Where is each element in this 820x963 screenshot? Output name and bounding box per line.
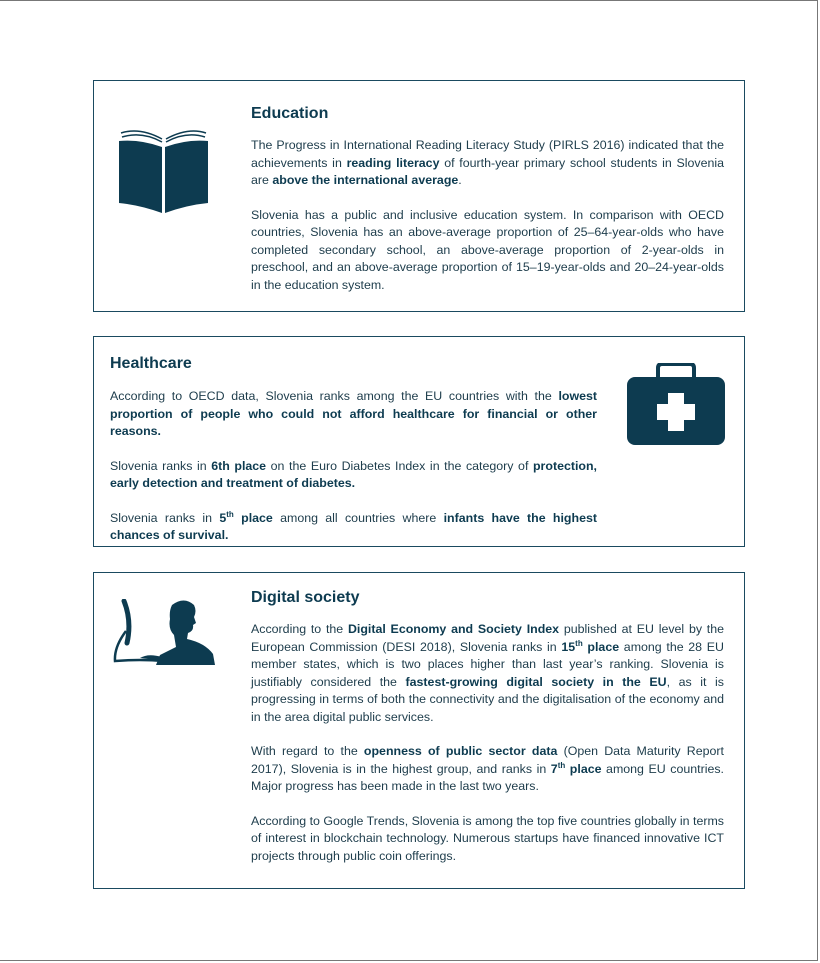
digital-paragraph-3: According to Google Trends, Slovenia is among the top five countries globally in terms of interest in blockchain technology. Numerous startups have financed innovative ICT projects through public coin offerings. <box>251 813 724 863</box>
digital-society-box <box>93 572 745 889</box>
education-paragraph-2: Slovenia has a public and inclusive education system. In comparison with OECD countries, Slovenia has an above-average proportion of 25–64-year-olds who have completed secondary school, an above-average proportion of 2-year-olds in preschool, and an above-average proportion of 15–19-year-olds and 20–24-year-olds in the education system. <box>251 207 724 292</box>
education-box <box>93 80 745 312</box>
education-paragraph-1: The Progress in International Reading Literacy Study (PIRLS 2016) indicated that the achievements in reading literacy of fourth-year primary school students in Slovenia are above the international average. <box>251 138 725 187</box>
digital-paragraph-2: With regard to the openness of public sector data (Open Data Maturity Report 2017), Slovenia is in the highest group, and ranks in 7th place among EU countries. Major progress has been made in the last two years. <box>251 744 724 793</box>
person-at-computer-icon <box>112 599 216 665</box>
first-aid-kit-icon <box>627 363 725 445</box>
education-title: Education <box>251 105 329 122</box>
healthcare-box <box>93 336 745 547</box>
healthcare-paragraph-2: Slovenia ranks in 6th place on the Euro Diabetes Index in the category of protection, early detection and treatment of diabetes. <box>110 458 598 490</box>
healthcare-paragraph-3: Slovenia ranks in 5th place among all countries where infants have the highest chances of survival. <box>110 509 597 542</box>
digital-society-title: Digital society <box>251 589 360 606</box>
open-book-icon <box>118 129 210 215</box>
healthcare-title: Healthcare <box>110 355 192 372</box>
healthcare-paragraph-1: According to OECD data, Slovenia ranks among the EU countries with the lowest proportion of people who could not afford healthcare for financial or other reasons. <box>110 389 597 438</box>
digital-paragraph-1: According to the Digital Economy and Society Index published at EU level by the European Commission (DESI 2018), Slovenia ranks in 15th place among the 28 EU member states, which is two places higher than last year’s ranking. Slovenia is justifiably considered the fastest-growing digital society in the EU, as it is progressing in terms of both the connectivity and the digitalisation of the economy and in the area digital public services. <box>251 622 725 724</box>
